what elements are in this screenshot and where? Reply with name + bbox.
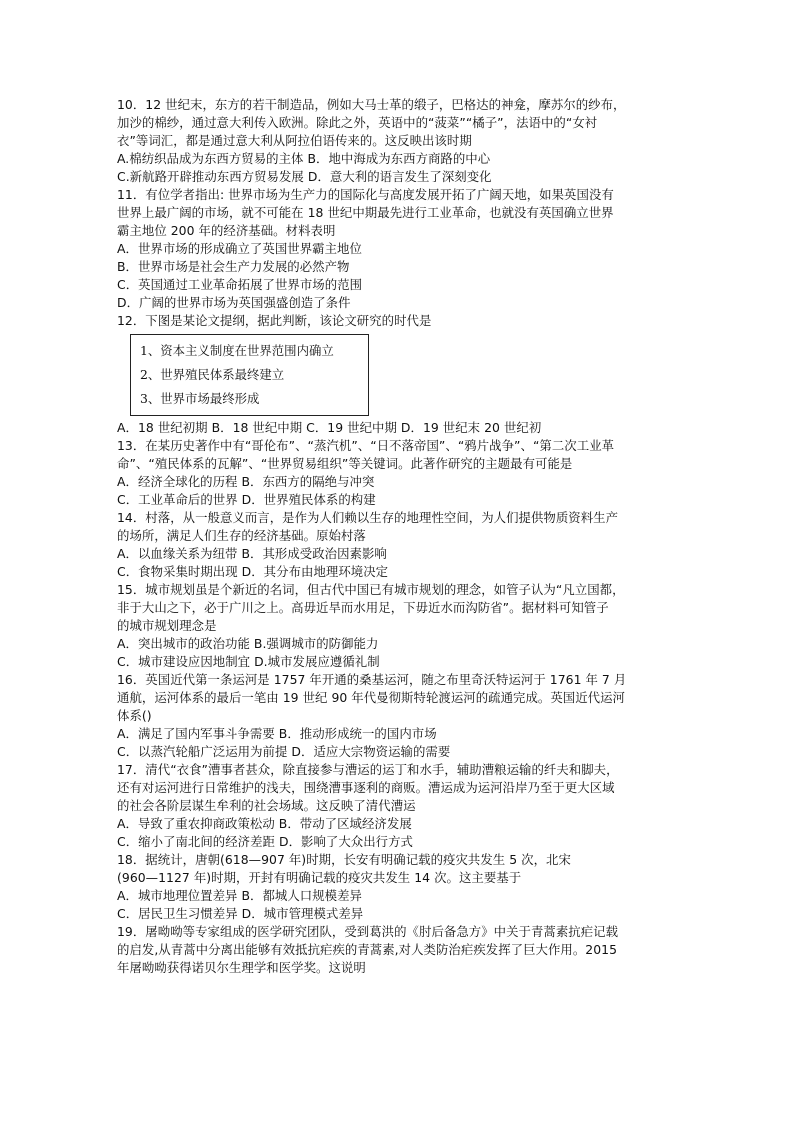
q19-stem-line-2: 的启发,从青蒿中分离出能够有效抵抗疟疾的青蒿素,对人类防治疟疾发挥了巨大作用。2015 [117,942,618,957]
q16-options-cd: C．以蒸汽轮船广泛运用为前提 D．适应大宗物资运输的需要 [117,744,451,759]
q11-stem-line-1: 11．有位学者指出: 世界市场为生产力的国际化与高度发展开拓了广阔天地，如果英国没有 [117,187,614,202]
q16-stem-line-2: 通航，运河体系的最后一笔由 19 世纪 90 年代曼彻斯特轮渡运河的疏通完成。英国近代运河 [117,690,625,705]
q11-option-b: B．世界市场是社会生产力发展的必然产物 [117,259,350,274]
question-11 [117,186,677,312]
q10-options-cd: C.新航路开辟推动东西方贸易发展 D．意大利的语言发生了深刻变化 [117,169,492,184]
q14-options-cd: C．食物采集时期出现 D．其分布由地理环境决定 [117,564,389,579]
q17-stem-line-3: 的社会各阶层谋生牟利的社会场域。这反映了清代漕运 [117,798,416,813]
q14-stem-line-1: 14．村落，从一般意义而言，是作为人们赖以生存的地理性空间，为人们提供物质资料生产 [117,510,619,525]
q14-stem-line-2: 的场所，满足人们生存的经济基础。原始村落 [117,528,366,543]
outline-item-3: 3、世界市场最终形成 [140,391,260,406]
q15-stem-line-3: 的城市规划理念是 [117,618,217,633]
q17-options-ab: A．导致了重农抑商政策松动 B．带动了区域经济发展 [117,816,412,831]
question-18 [117,851,677,923]
q13-options-ab: A．经济全球化的历程 B．东西方的隔绝与冲突 [117,474,375,489]
q13-stem-line-2: 命”、“殖民体系的瓦解”、“世界贸易组织”等关键词。此著作研究的主题最有可能是 [117,456,573,471]
q17-options-cd: C．缩小了南北间的经济差距 D．影响了大众出行方式 [117,834,413,849]
q12-options: A．18 世纪初期 B．18 世纪中期 C．19 世纪中期 D．19 世纪末 20 世纪初 [117,420,542,435]
q11-stem-line-2: 世界上最广阔的市场，就不可能在 18 世纪中期最先进行工业革命，也就没有英国确立世界 [117,205,614,220]
question-16 [117,671,677,761]
q15-stem-line-1: 15．城市规划虽是个新近的名词，但古代中国已有城市规划的理念，如管子认为“凡立国都， [117,582,625,597]
exam-page-content [117,96,677,977]
q13-stem-line-1: 13．在某历史著作中有“哥伦布”、“蒸汽机”、“日不落帝国”、“鸦片战争”、“第二次工业革 [117,438,615,453]
question-15 [117,581,677,671]
q18-stem-line-1: 18．据统计，唐朝(618—907 年)时期，长安有明确记载的疫灾共发生 5 次，北宋 [117,852,571,867]
question-17 [117,761,677,851]
outline-item-2: 2、世界殖民体系最终建立 [140,367,285,382]
q11-option-a: A．世界市场的形成确立了英国世界霸主地位 [117,241,362,256]
question-19 [117,923,677,977]
q17-stem-line-1: 17．清代“衣食”漕事者甚众，除直接参与漕运的运丁和水手，辅助漕粮运输的纤夫和脚夫， [117,762,619,777]
q18-options-ab: A．城市地理位置差异 B．都城人口规模差异 [117,888,362,903]
outline-item-1: 1、资本主义制度在世界范围内确立 [140,343,334,358]
q11-stem-line-3: 霸主地位 200 年的经济基础。材料表明 [117,223,336,238]
q10-options-ab: A.棉纺织品成为东西方贸易的主体 B．地中海成为东西方商路的中心 [117,151,491,166]
question-12 [117,312,677,437]
thesis-outline-box [130,334,369,416]
q15-stem-line-2: 非于大山之下，必于广川之上。高毋近旱而水用足，下毋近水而沟防省”。据材料可知管子 [117,600,609,615]
q16-stem-line-3: 体系() [117,708,152,723]
question-10 [117,96,677,186]
q13-options-cd: C．工业革命后的世界 D．世界殖民体系的构建 [117,492,376,507]
q16-options-ab: A．满足了国内军事斗争需要 B．推动形成统一的国内市场 [117,726,437,741]
q11-option-d: D．广阔的世界市场为英国强盛创造了条件 [117,295,351,310]
question-14 [117,509,677,581]
question-13 [117,437,677,509]
q18-stem-line-2: (960—1127 年)时期，开封有明确记载的疫灾共发生 14 次。这主要基于 [117,870,522,885]
q19-stem-line-1: 19．屠呦呦等专家组成的医学研究团队，受到葛洪的《肘后备急方》中关于青蒿素抗疟记载 [117,924,619,939]
q18-options-cd: C．居民卫生习惯差异 D．城市管理模式差异 [117,906,364,921]
q19-stem-line-3: 年屠呦呦获得诺贝尔生理学和医学奖。这说明 [117,960,366,975]
q17-stem-line-2: 还有对运河进行日常维护的浅夫，围绕漕事逐利的商贩。漕运成为运河沿岸乃至于更大区域 [117,780,615,795]
q16-stem-line-1: 16．英国近代第一条运河是 1757 年开通的桑基运河，随之布里奇沃特运河于 1761 年 7 月 [117,672,627,687]
q10-stem-line-1: 10．12 世纪末，东方的若干制造品，例如大马士革的缎子，巴格达的神龛，摩苏尔的纱布， [117,97,626,112]
q10-stem-line-2: 加沙的棉纱，通过意大利传入欧洲。除此之外，英语中的“菠菜”“橘子”，法语中的“女衬 [117,115,598,130]
q12-stem-line-1: 12．下图是某论文提纲，据此判断，该论文研究的时代是 [117,313,432,328]
q11-option-c: C．英国通过工业革命拓展了世界市场的范围 [117,277,363,292]
q14-options-ab: A．以血缘关系为纽带 B．其形成受政治因素影响 [117,546,387,561]
q15-options-ab: A．突出城市的政治功能 B.强调城市的防御能力 [117,636,379,651]
q15-options-cd: C．城市建设应因地制宜 D.城市发展应遵循礼制 [117,654,380,669]
q10-stem-line-3: 衣”等词汇，都是通过意大利从阿拉伯语传来的。这反映出该时期 [117,133,472,148]
